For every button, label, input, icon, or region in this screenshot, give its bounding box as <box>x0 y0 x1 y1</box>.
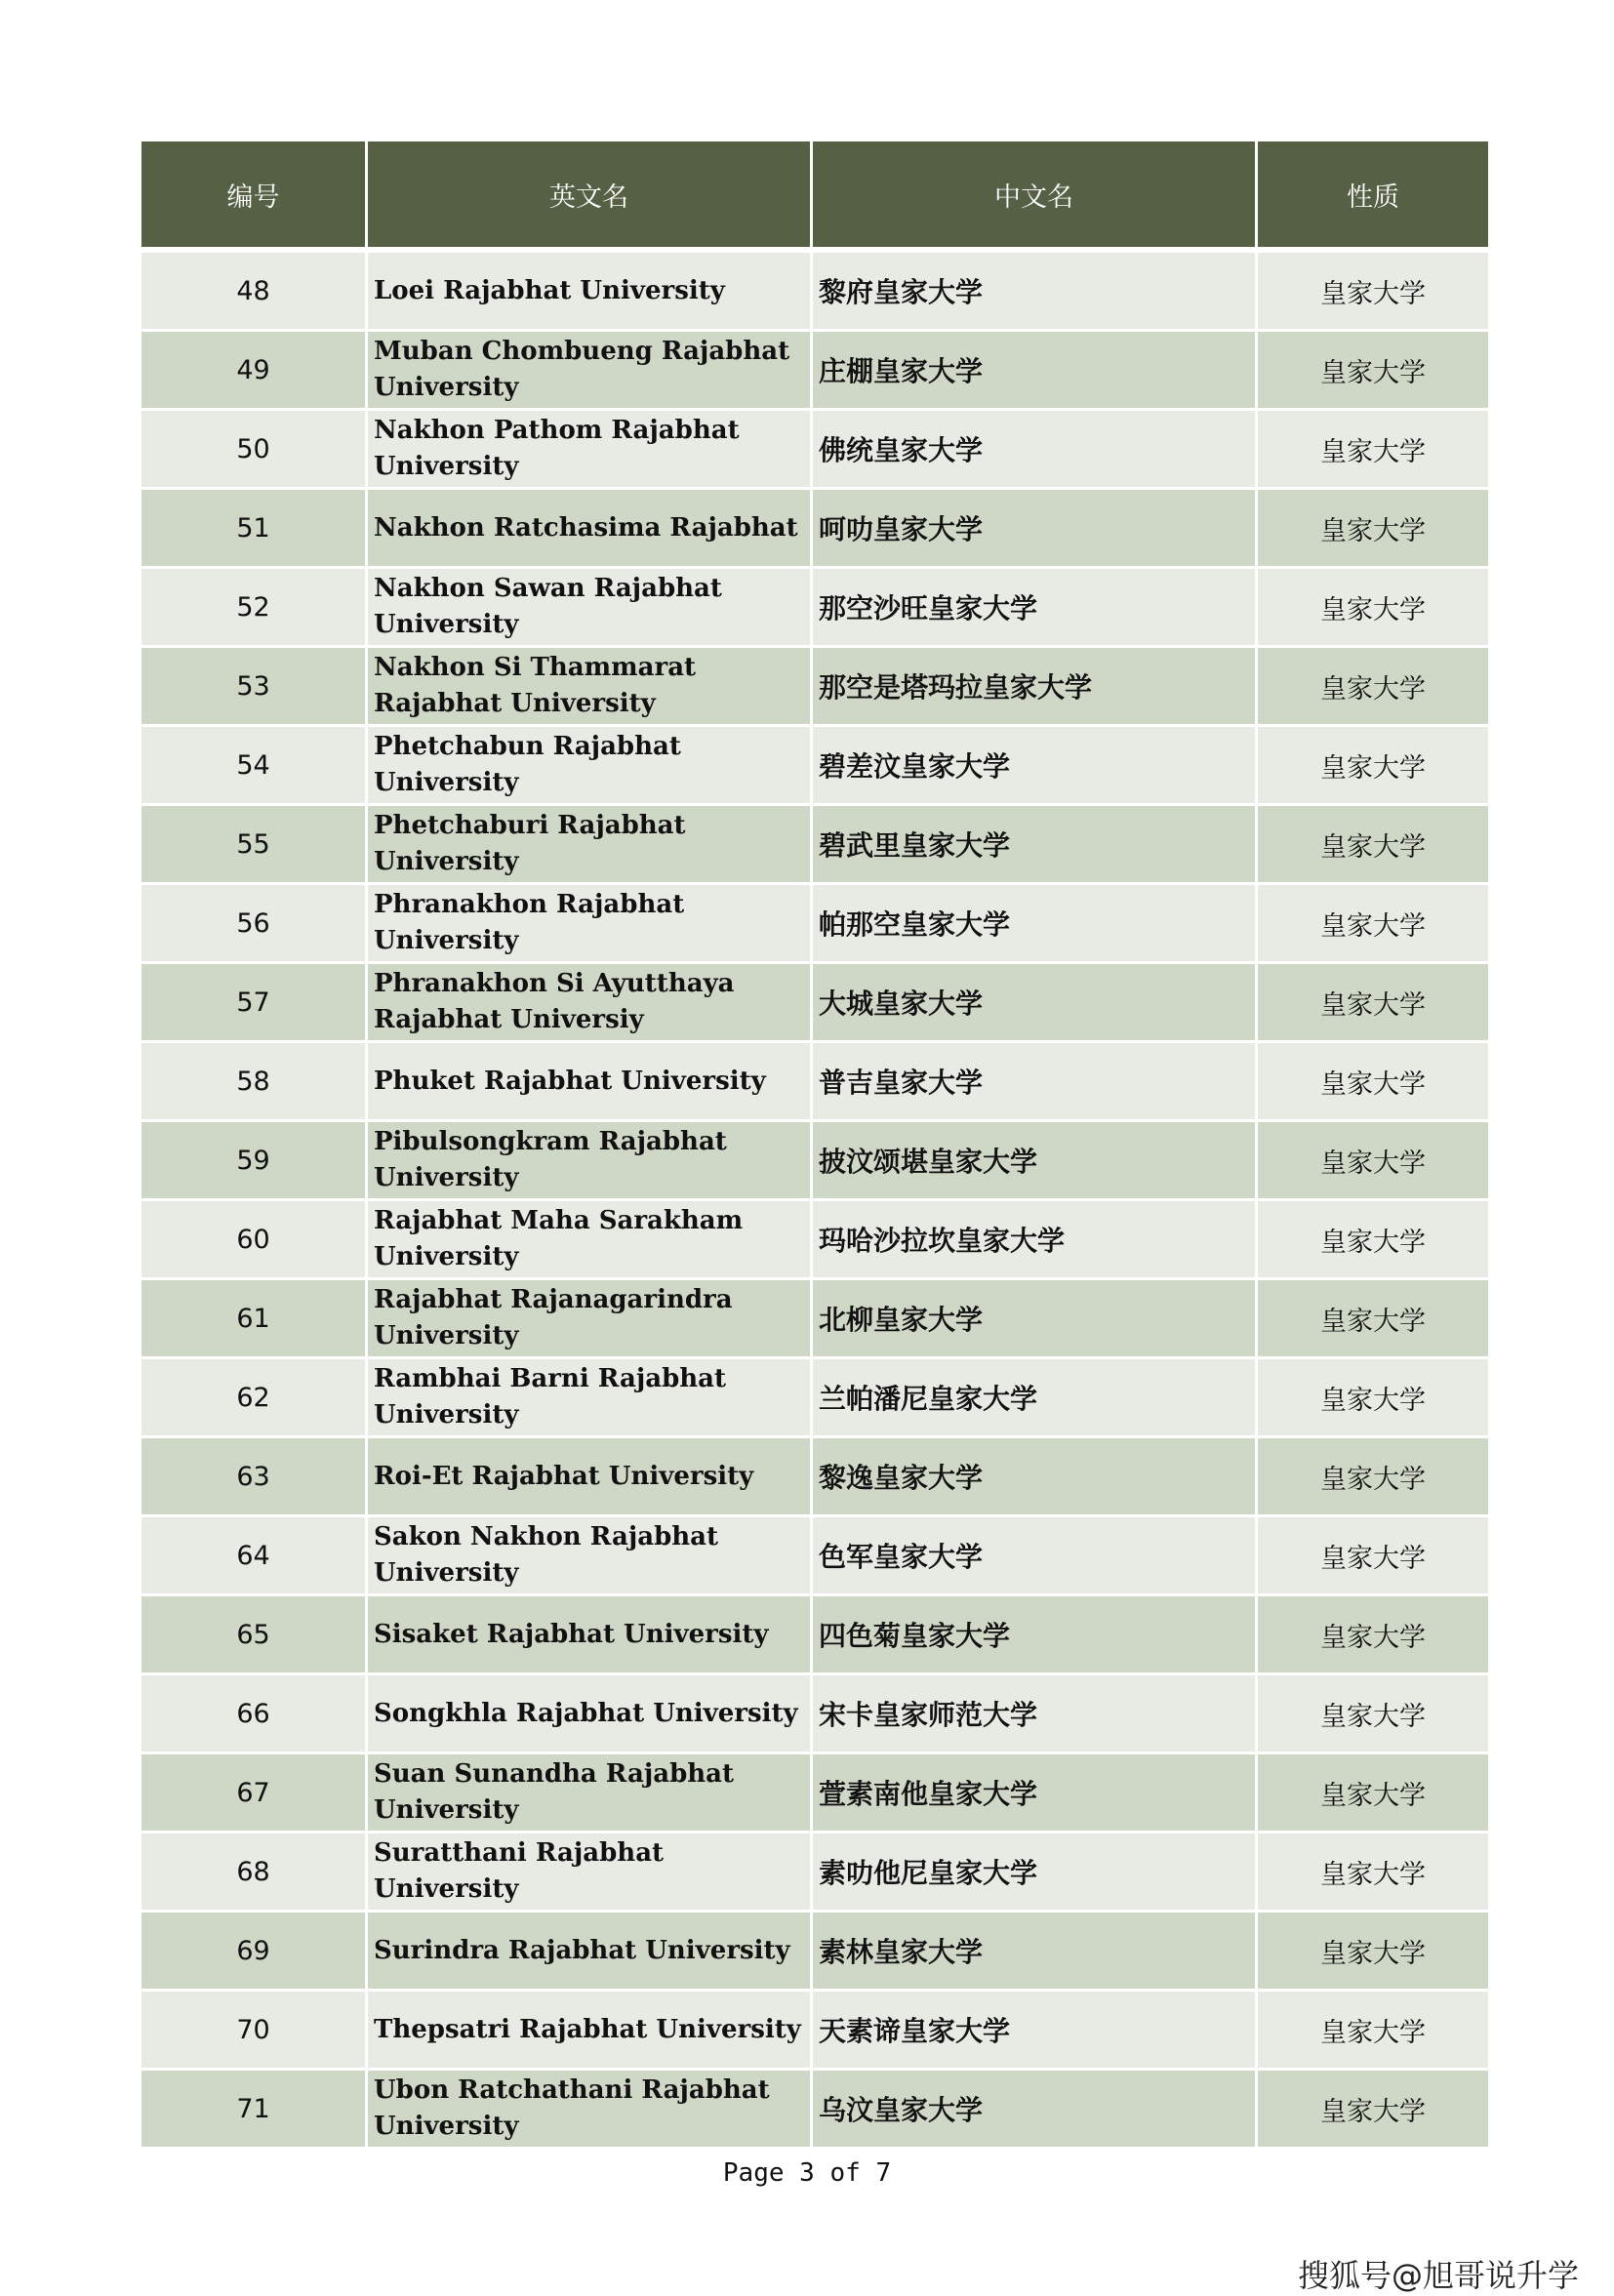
chinese-name-cell: 萱素南他皇家大学 <box>813 1754 1255 1831</box>
english-name-cell: Suratthani Rajabhat University <box>368 1833 810 1910</box>
table-row <box>141 1754 1479 1831</box>
row-number: 69 <box>141 1913 365 1989</box>
type-cell: 皇家大学 <box>1258 727 1488 803</box>
type-cell: 皇家大学 <box>1258 806 1488 882</box>
english-name-cell: Phetchabun Rajabhat University <box>368 727 810 803</box>
table-row <box>141 1201 1479 1277</box>
source-watermark: 搜狐号@旭哥说升学 <box>1297 2257 1579 2294</box>
table-row <box>141 1043 1479 1119</box>
english-name-cell: Sakon Nakhon Rajabhat University <box>368 1517 810 1593</box>
table-row <box>141 1122 1479 1198</box>
chinese-name-cell: 呵叻皇家大学 <box>813 490 1255 566</box>
type-cell: 皇家大学 <box>1258 1517 1488 1593</box>
table-row <box>141 1596 1479 1672</box>
row-number: 55 <box>141 806 365 882</box>
type-cell: 皇家大学 <box>1258 569 1488 645</box>
row-number: 54 <box>141 727 365 803</box>
chinese-name-cell: 黎府皇家大学 <box>813 253 1255 329</box>
row-number: 63 <box>141 1438 365 1514</box>
table-row <box>141 1517 1479 1593</box>
english-name-cell: Phranakhon Rajabhat University <box>368 885 810 961</box>
table-row <box>141 490 1479 566</box>
type-cell: 皇家大学 <box>1258 490 1488 566</box>
english-name-cell: Nakhon Sawan Rajabhat University <box>368 569 810 645</box>
row-number: 65 <box>141 1596 365 1672</box>
table-header <box>141 141 1479 247</box>
english-name-cell: Songkhla Rajabhat University <box>368 1675 810 1752</box>
chinese-name-cell: 玛哈沙拉坎皇家大学 <box>813 1201 1255 1277</box>
type-cell: 皇家大学 <box>1258 964 1488 1040</box>
chinese-name-cell: 碧差汶皇家大学 <box>813 727 1255 803</box>
table-body <box>141 253 1479 2147</box>
table-row <box>141 727 1479 803</box>
type-cell: 皇家大学 <box>1258 1754 1488 1831</box>
english-name-cell: Phetchaburi Rajabhat University <box>368 806 810 882</box>
chinese-name-cell: 天素谛皇家大学 <box>813 1992 1255 2068</box>
chinese-name-cell: 兰帕潘尼皇家大学 <box>813 1359 1255 1435</box>
chinese-name-cell: 那空是塔玛拉皇家大学 <box>813 648 1255 724</box>
english-name-cell: Suan Sunandha Rajabhat University <box>368 1754 810 1831</box>
row-number: 68 <box>141 1833 365 1910</box>
row-number: 49 <box>141 332 365 408</box>
chinese-name-cell: 庄棚皇家大学 <box>813 332 1255 408</box>
table-row <box>141 964 1479 1040</box>
chinese-name-cell: 乌汶皇家大学 <box>813 2071 1255 2147</box>
table-row <box>141 1992 1479 2068</box>
type-cell: 皇家大学 <box>1258 648 1488 724</box>
type-cell: 皇家大学 <box>1258 411 1488 487</box>
chinese-name-cell: 黎逸皇家大学 <box>813 1438 1255 1514</box>
row-number: 67 <box>141 1754 365 1831</box>
table-row <box>141 253 1479 329</box>
table-row <box>141 1280 1479 1356</box>
english-name-cell: Muban Chombueng Rajabhat University <box>368 332 810 408</box>
row-number: 61 <box>141 1280 365 1356</box>
table-row <box>141 411 1479 487</box>
english-name-cell: Nakhon Si Thammarat Rajabhat University <box>368 648 810 724</box>
english-name-cell: Nakhon Ratchasima Rajabhat <box>368 490 810 566</box>
table-row <box>141 1913 1479 1989</box>
type-cell: 皇家大学 <box>1258 1043 1488 1119</box>
row-number: 53 <box>141 648 365 724</box>
chinese-name-cell: 素林皇家大学 <box>813 1913 1255 1989</box>
table-row <box>141 569 1479 645</box>
type-cell: 皇家大学 <box>1258 1913 1488 1989</box>
chinese-name-cell: 佛统皇家大学 <box>813 411 1255 487</box>
chinese-name-cell: 披汶颂堪皇家大学 <box>813 1122 1255 1198</box>
row-number: 60 <box>141 1201 365 1277</box>
row-number: 71 <box>141 2071 365 2147</box>
table-row <box>141 1438 1479 1514</box>
row-number: 64 <box>141 1517 365 1593</box>
type-cell: 皇家大学 <box>1258 253 1488 329</box>
type-cell: 皇家大学 <box>1258 1438 1488 1514</box>
row-number: 62 <box>141 1359 365 1435</box>
type-cell: 皇家大学 <box>1258 1122 1488 1198</box>
chinese-name-cell: 宋卡皇家师范大学 <box>813 1675 1255 1752</box>
english-name-cell: Thepsatri Rajabhat University <box>368 1992 810 2068</box>
type-cell: 皇家大学 <box>1258 1359 1488 1435</box>
row-number: 70 <box>141 1992 365 2068</box>
english-name-cell: Phranakhon Si Ayutthaya Rajabhat Universiy <box>368 964 810 1040</box>
row-number: 57 <box>141 964 365 1040</box>
university-table <box>141 141 1479 2150</box>
english-name-cell: Rajabhat Rajanagarindra University <box>368 1280 810 1356</box>
type-cell: 皇家大学 <box>1258 1280 1488 1356</box>
table-row <box>141 332 1479 408</box>
english-name-cell: Phuket Rajabhat University <box>368 1043 810 1119</box>
type-cell: 皇家大学 <box>1258 1992 1488 2068</box>
english-name-cell: Ubon Ratchathani Rajabhat University <box>368 2071 810 2147</box>
row-number: 66 <box>141 1675 365 1752</box>
header-chinese-name: 中文名 <box>813 141 1255 247</box>
table-row <box>141 806 1479 882</box>
type-cell: 皇家大学 <box>1258 1201 1488 1277</box>
english-name-cell: Sisaket Rajabhat University <box>368 1596 810 1672</box>
row-number: 50 <box>141 411 365 487</box>
english-name-cell: Pibulsongkram Rajabhat University <box>368 1122 810 1198</box>
row-number: 59 <box>141 1122 365 1198</box>
row-number: 58 <box>141 1043 365 1119</box>
english-name-cell: Roi-Et Rajabhat University <box>368 1438 810 1514</box>
row-number: 51 <box>141 490 365 566</box>
english-name-cell: Loei Rajabhat University <box>368 253 810 329</box>
row-number: 56 <box>141 885 365 961</box>
row-number: 52 <box>141 569 365 645</box>
table-row <box>141 1359 1479 1435</box>
type-cell: 皇家大学 <box>1258 1675 1488 1752</box>
row-number: 48 <box>141 253 365 329</box>
type-cell: 皇家大学 <box>1258 2071 1488 2147</box>
type-cell: 皇家大学 <box>1258 885 1488 961</box>
chinese-name-cell: 四色菊皇家大学 <box>813 1596 1255 1672</box>
table-row <box>141 2071 1479 2147</box>
table-row <box>141 1833 1479 1910</box>
chinese-name-cell: 大城皇家大学 <box>813 964 1255 1040</box>
chinese-name-cell: 色军皇家大学 <box>813 1517 1255 1593</box>
type-cell: 皇家大学 <box>1258 1833 1488 1910</box>
chinese-name-cell: 北柳皇家大学 <box>813 1280 1255 1356</box>
type-cell: 皇家大学 <box>1258 1596 1488 1672</box>
chinese-name-cell: 普吉皇家大学 <box>813 1043 1255 1119</box>
type-cell: 皇家大学 <box>1258 332 1488 408</box>
table-row <box>141 648 1479 724</box>
header-type: 性质 <box>1258 141 1488 247</box>
english-name-cell: Rambhai Barni Rajabhat University <box>368 1359 810 1435</box>
chinese-name-cell: 那空沙旺皇家大学 <box>813 569 1255 645</box>
table-row <box>141 885 1479 961</box>
english-name-cell: Surindra Rajabhat University <box>368 1913 810 1989</box>
table-row <box>141 1675 1479 1752</box>
chinese-name-cell: 帕那空皇家大学 <box>813 885 1255 961</box>
header-english-name: 英文名 <box>368 141 810 247</box>
header-number: 编号 <box>141 141 365 247</box>
english-name-cell: Nakhon Pathom Rajabhat University <box>368 411 810 487</box>
page-number: Page 3 of 7 <box>722 2158 892 2188</box>
english-name-cell: Rajabhat Maha Sarakham University <box>368 1201 810 1277</box>
chinese-name-cell: 素叻他尼皇家大学 <box>813 1833 1255 1910</box>
chinese-name-cell: 碧武里皇家大学 <box>813 806 1255 882</box>
